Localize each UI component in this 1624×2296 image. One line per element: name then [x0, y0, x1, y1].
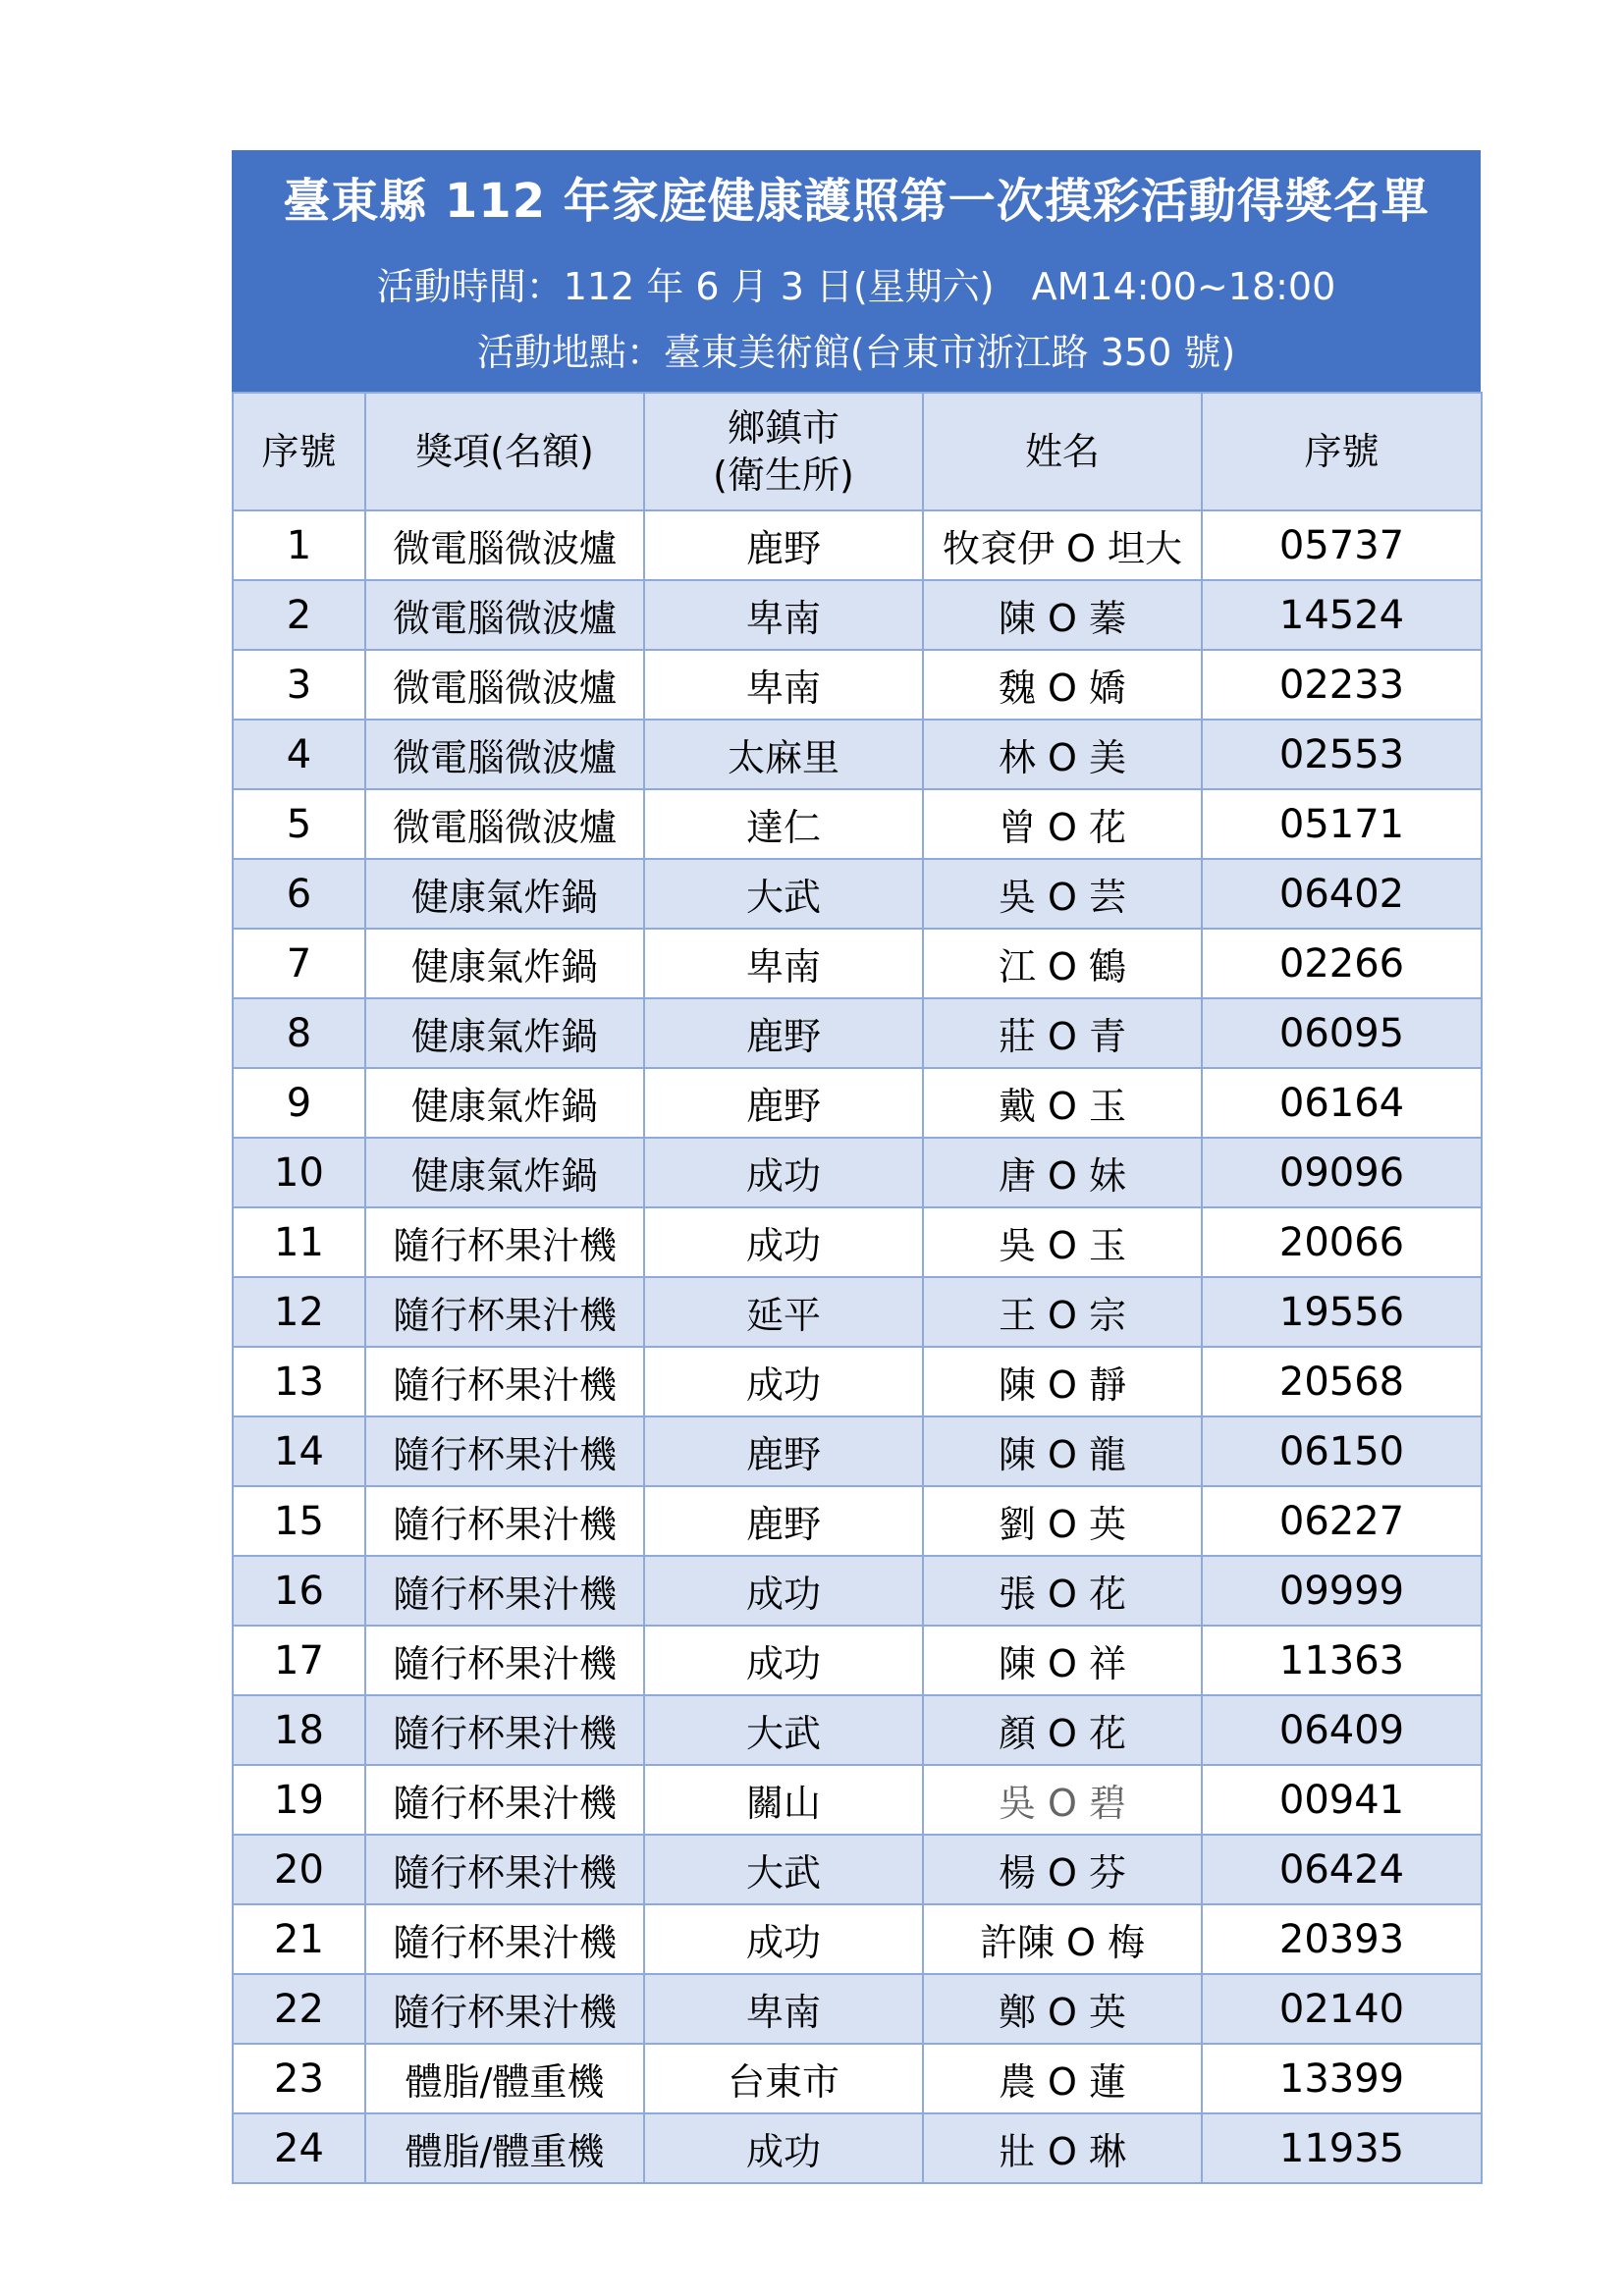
cell-prize: 隨行杯果汁機	[365, 1904, 644, 1974]
cell-name: 陳 O 蓁	[923, 580, 1202, 650]
table-body	[233, 510, 1482, 2183]
cell-name: 張 O 花	[923, 1556, 1202, 1626]
cell-town: 卑南	[644, 650, 923, 720]
cell-serial: 20066	[1202, 1207, 1482, 1277]
cell-name: 林 O 美	[923, 720, 1202, 789]
table-row	[233, 1207, 1482, 1277]
cell-name: 顏 O 花	[923, 1695, 1202, 1765]
cell-town: 鹿野	[644, 510, 923, 580]
cell-name: 農 O 蓮	[923, 2044, 1202, 2113]
table-row	[233, 1765, 1482, 1835]
table-row	[233, 1904, 1482, 1974]
cell-serial: 06424	[1202, 1835, 1482, 1904]
table-row	[233, 1556, 1482, 1626]
cell-name: 曾 O 花	[923, 789, 1202, 859]
table-row	[233, 998, 1482, 1068]
cell-town: 達仁	[644, 789, 923, 859]
cell-serial: 06227	[1202, 1486, 1482, 1556]
cell-serial: 02266	[1202, 929, 1482, 998]
cell-town: 關山	[644, 1765, 923, 1835]
cell-seq: 17	[233, 1626, 365, 1695]
cell-prize: 健康氣炸鍋	[365, 1138, 644, 1207]
cell-name: 許陳 O 梅	[923, 1904, 1202, 1974]
table-row	[233, 1277, 1482, 1347]
cell-name: 王 O 宗	[923, 1277, 1202, 1347]
cell-seq: 13	[233, 1347, 365, 1416]
cell-town: 鹿野	[644, 998, 923, 1068]
cell-serial: 20393	[1202, 1904, 1482, 1974]
table-row	[233, 720, 1482, 789]
cell-serial: 02233	[1202, 650, 1482, 720]
cell-seq: 5	[233, 789, 365, 859]
event-time: 活動時間：112 年 6 月 3 日(星期六) AM14:00~18:00	[376, 265, 1336, 308]
cell-seq: 12	[233, 1277, 365, 1347]
cell-prize: 微電腦微波爐	[365, 650, 644, 720]
cell-serial: 06164	[1202, 1068, 1482, 1138]
cell-name: 吳 O 芸	[923, 859, 1202, 929]
table-row	[233, 2044, 1482, 2113]
cell-town: 鹿野	[644, 1068, 923, 1138]
table-row	[233, 1626, 1482, 1695]
table-row	[233, 1974, 1482, 2044]
cell-prize: 健康氣炸鍋	[365, 998, 644, 1068]
column-header-serial: 序號	[1202, 393, 1482, 510]
cell-name: 唐 O 妹	[923, 1138, 1202, 1207]
cell-serial: 11363	[1202, 1626, 1482, 1695]
table-row	[233, 580, 1482, 650]
cell-seq: 11	[233, 1207, 365, 1277]
cell-serial: 06409	[1202, 1695, 1482, 1765]
cell-town: 鹿野	[644, 1416, 923, 1486]
cell-seq: 19	[233, 1765, 365, 1835]
cell-prize: 微電腦微波爐	[365, 510, 644, 580]
cell-name: 壯 O 琳	[923, 2113, 1202, 2183]
cell-seq: 6	[233, 859, 365, 929]
cell-town: 大武	[644, 1835, 923, 1904]
cell-prize: 隨行杯果汁機	[365, 1347, 644, 1416]
table-row	[233, 1835, 1482, 1904]
cell-seq: 3	[233, 650, 365, 720]
cell-seq: 1	[233, 510, 365, 580]
cell-prize: 微電腦微波爐	[365, 789, 644, 859]
cell-town: 成功	[644, 1556, 923, 1626]
cell-prize: 隨行杯果汁機	[365, 1556, 644, 1626]
cell-name: 牧袞伊 O 坦大	[923, 510, 1202, 580]
cell-town: 卑南	[644, 1974, 923, 2044]
cell-seq: 23	[233, 2044, 365, 2113]
cell-town: 成功	[644, 2113, 923, 2183]
cell-name: 吳 O 玉	[923, 1207, 1202, 1277]
cell-serial: 02140	[1202, 1974, 1482, 2044]
column-header-town-line1: 鄉鎮市	[727, 406, 839, 450]
cell-prize: 隨行杯果汁機	[365, 1695, 644, 1765]
cell-seq: 4	[233, 720, 365, 789]
column-header-seq: 序號	[233, 393, 365, 510]
cell-town: 成功	[644, 1626, 923, 1695]
cell-town: 卑南	[644, 580, 923, 650]
cell-town: 成功	[644, 1904, 923, 1974]
cell-seq: 21	[233, 1904, 365, 1974]
cell-prize: 隨行杯果汁機	[365, 1974, 644, 2044]
cell-seq: 14	[233, 1416, 365, 1486]
cell-name: 鄭 O 英	[923, 1974, 1202, 2044]
cell-seq: 20	[233, 1835, 365, 1904]
cell-name: 陳 O 龍	[923, 1416, 1202, 1486]
cell-prize: 隨行杯果汁機	[365, 1207, 644, 1277]
cell-town: 鹿野	[644, 1486, 923, 1556]
cell-prize: 隨行杯果汁機	[365, 1486, 644, 1556]
cell-name: 劉 O 英	[923, 1486, 1202, 1556]
column-header-town-line2: (衛生所)	[713, 454, 854, 497]
column-header-name: 姓名	[923, 393, 1202, 510]
cell-serial: 20568	[1202, 1347, 1482, 1416]
cell-town: 台東市	[644, 2044, 923, 2113]
cell-town: 成功	[644, 1347, 923, 1416]
cell-seq: 22	[233, 1974, 365, 2044]
cell-seq: 18	[233, 1695, 365, 1765]
cell-serial: 14524	[1202, 580, 1482, 650]
cell-serial: 19556	[1202, 1277, 1482, 1347]
cell-serial: 06095	[1202, 998, 1482, 1068]
cell-name: 吳 O 碧	[923, 1765, 1202, 1835]
table-row	[233, 1138, 1482, 1207]
table-row	[233, 1416, 1482, 1486]
cell-prize: 隨行杯果汁機	[365, 1416, 644, 1486]
cell-name: 江 O 鶴	[923, 929, 1202, 998]
cell-town: 成功	[644, 1207, 923, 1277]
column-header-prize: 獎項(名額)	[365, 393, 644, 510]
cell-town: 大武	[644, 859, 923, 929]
cell-seq: 8	[233, 998, 365, 1068]
cell-serial: 09999	[1202, 1556, 1482, 1626]
cell-prize: 隨行杯果汁機	[365, 1765, 644, 1835]
cell-prize: 隨行杯果汁機	[365, 1835, 644, 1904]
table-row	[233, 2113, 1482, 2183]
cell-seq: 2	[233, 580, 365, 650]
cell-prize: 隨行杯果汁機	[365, 1277, 644, 1347]
cell-name: 陳 O 祥	[923, 1626, 1202, 1695]
cell-town: 成功	[644, 1138, 923, 1207]
cell-seq: 15	[233, 1486, 365, 1556]
cell-name: 莊 O 青	[923, 998, 1202, 1068]
cell-town: 大武	[644, 1695, 923, 1765]
cell-name: 楊 O 芬	[923, 1835, 1202, 1904]
cell-prize: 微電腦微波爐	[365, 580, 644, 650]
table-row	[233, 510, 1482, 580]
table-header-row	[233, 393, 1482, 510]
winner-list-sheet	[232, 150, 1481, 2184]
cell-serial: 06150	[1202, 1416, 1482, 1486]
cell-serial: 00941	[1202, 1765, 1482, 1835]
table-row	[233, 1068, 1482, 1138]
table-row	[233, 929, 1482, 998]
header-banner	[232, 150, 1481, 392]
cell-seq: 16	[233, 1556, 365, 1626]
cell-name: 陳 O 靜	[923, 1347, 1202, 1416]
column-header-town	[644, 393, 923, 510]
cell-prize: 健康氣炸鍋	[365, 859, 644, 929]
cell-prize: 微電腦微波爐	[365, 720, 644, 789]
cell-serial: 05737	[1202, 510, 1482, 580]
event-place: 活動地點：臺東美術館(台東市浙江路 350 號)	[476, 331, 1236, 374]
cell-seq: 9	[233, 1068, 365, 1138]
cell-serial: 09096	[1202, 1138, 1482, 1207]
cell-prize: 健康氣炸鍋	[365, 929, 644, 998]
page-title: 臺東縣 112 年家庭健康護照第一次摸彩活動得獎名單	[283, 174, 1430, 229]
cell-serial: 02553	[1202, 720, 1482, 789]
cell-name: 戴 O 玉	[923, 1068, 1202, 1138]
winner-table	[232, 392, 1483, 2184]
cell-prize: 體脂/體重機	[365, 2113, 644, 2183]
cell-name: 魏 O 嬌	[923, 650, 1202, 720]
cell-prize: 體脂/體重機	[365, 2044, 644, 2113]
cell-prize: 隨行杯果汁機	[365, 1626, 644, 1695]
table-row	[233, 1486, 1482, 1556]
cell-seq: 24	[233, 2113, 365, 2183]
table-row	[233, 1695, 1482, 1765]
cell-town: 太麻里	[644, 720, 923, 789]
cell-town: 延平	[644, 1277, 923, 1347]
table-row	[233, 1347, 1482, 1416]
table-row	[233, 650, 1482, 720]
table-row	[233, 859, 1482, 929]
cell-serial: 05171	[1202, 789, 1482, 859]
table-row	[233, 789, 1482, 859]
cell-prize: 健康氣炸鍋	[365, 1068, 644, 1138]
cell-serial: 13399	[1202, 2044, 1482, 2113]
cell-seq: 10	[233, 1138, 365, 1207]
cell-town: 卑南	[644, 929, 923, 998]
cell-serial: 06402	[1202, 859, 1482, 929]
cell-serial: 11935	[1202, 2113, 1482, 2183]
cell-seq: 7	[233, 929, 365, 998]
